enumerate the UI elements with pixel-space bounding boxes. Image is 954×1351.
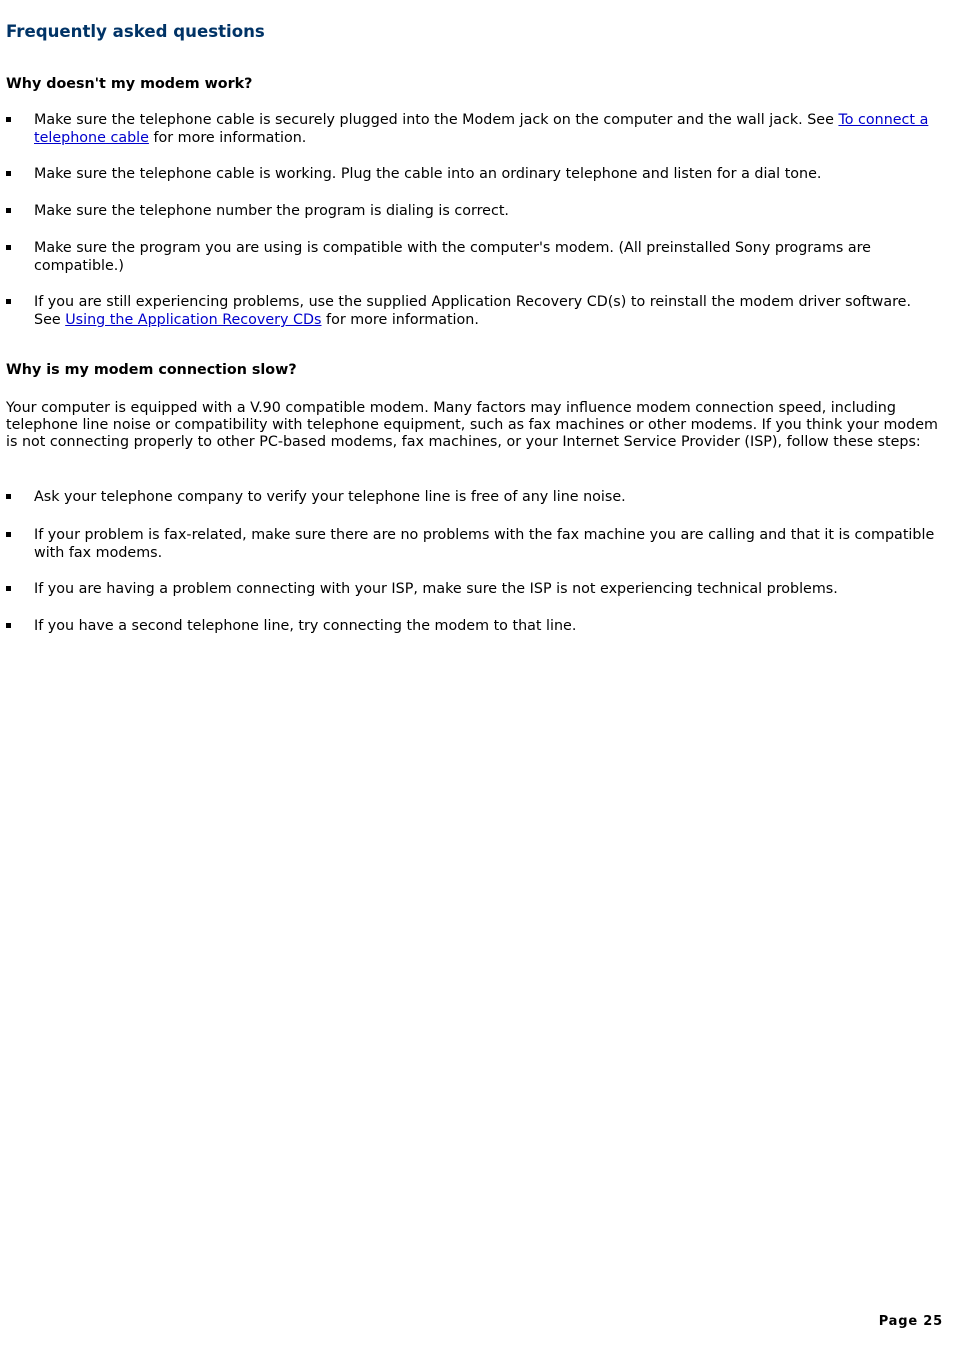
page-title: Frequently asked questions: [6, 22, 265, 41]
square-bullet-icon: [6, 623, 11, 628]
square-bullet-icon: [6, 117, 11, 122]
list-item: [6, 488, 941, 506]
list-item-text: Make sure the telephone cable is working. Plug the cable into an ordinary telephone and listen for a dial tone.: [34, 166, 822, 182]
list-item-text: Make sure the telephone cable is securely plugged into the Modem jack on the computer and the wall jack. See: [34, 112, 839, 128]
page-number: Page 25: [878, 1314, 943, 1329]
section-heading-modem-slow: Why is my modem connection slow?: [6, 362, 297, 378]
list-item: [6, 111, 941, 147]
square-bullet-icon: [6, 586, 11, 591]
list-item: [6, 239, 941, 275]
list-item-text: If your problem is fax-related, make sure there are no problems with the fax machine you are calling and that it is compatible with fax modems.: [34, 527, 935, 561]
list-item-text: If you are having a problem connecting with your ISP, make sure the ISP is not experiencing technical problems.: [34, 581, 838, 597]
list-item-text: Make sure the program you are using is compatible with the computer's modem. (All preinstalled Sony programs are compatible.): [34, 240, 871, 274]
list-item-text: Ask your telephone company to verify your telephone line is free of any line noise.: [34, 489, 626, 505]
list-item-text: for more information.: [321, 312, 479, 328]
list-item: [6, 202, 941, 220]
modem-slow-intro-paragraph: Your computer is equipped with a V.90 compatible modem. Many factors may influence modem connection speed, including telephone line noise or compatibility with telephone equipment, such as fax machines or other modems. If you think your modem is not connecting properly to other PC-based modems, fax machines, or your Internet Service Provider (ISP), follow these steps:: [6, 400, 938, 450]
list-item: [6, 526, 941, 562]
section-heading-modem-not-working: Why doesn't my modem work?: [6, 76, 253, 92]
to-connect-telephone-cable-link[interactable]: To connect a telephone cable: [34, 112, 929, 146]
list-item: [6, 617, 941, 635]
list-item-text: for more information.: [148, 130, 307, 146]
square-bullet-icon: [6, 299, 11, 304]
list-item-text: If you are still experiencing problems, use the supplied Application Recovery CD(s) to reinstall the modem driver software. See: [34, 294, 912, 328]
list-item-text: Make sure the telephone number the program is dialing is correct.: [34, 203, 509, 219]
square-bullet-icon: [6, 494, 11, 499]
square-bullet-icon: [6, 171, 11, 176]
list-item-text: If you have a second telephone line, try connecting the modem to that line.: [34, 618, 577, 634]
square-bullet-icon: [6, 532, 11, 537]
list-item: [6, 165, 941, 183]
list-item: [6, 580, 941, 598]
using-application-recovery-cds-link[interactable]: Using the Application Recovery CDs: [65, 312, 322, 328]
square-bullet-icon: [6, 245, 11, 250]
square-bullet-icon: [6, 208, 11, 213]
list-item: [6, 293, 941, 329]
